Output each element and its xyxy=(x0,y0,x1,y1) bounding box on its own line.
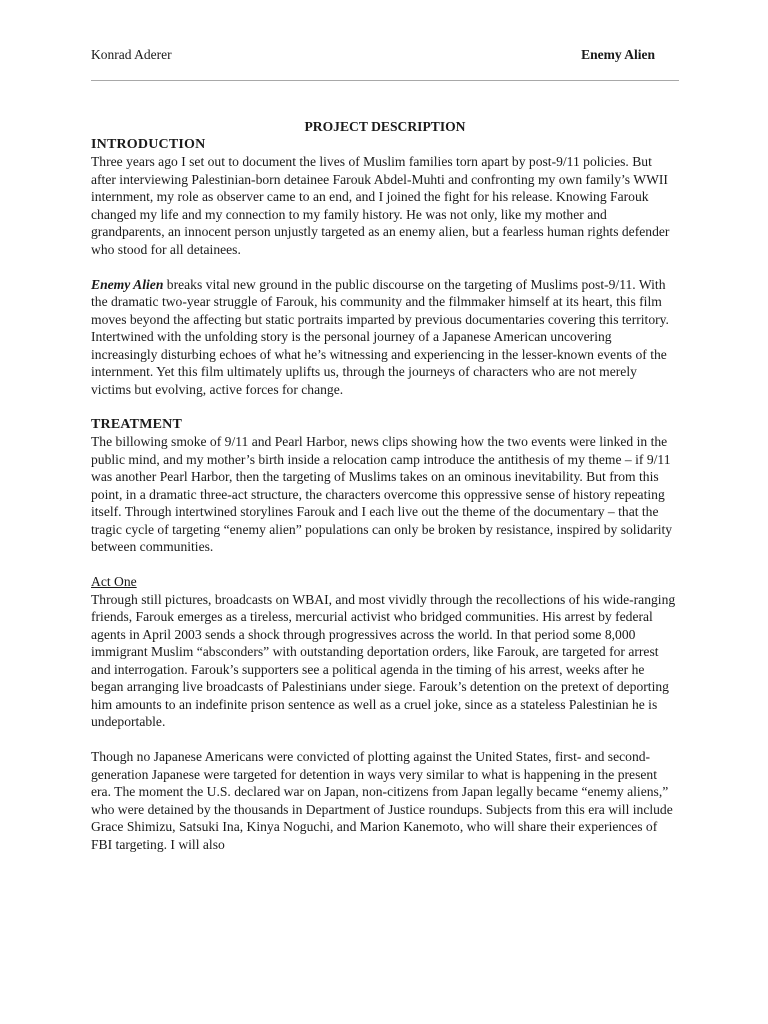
page-header xyxy=(91,46,655,64)
act-one-heading: Act One xyxy=(91,574,137,589)
film-title-emphasis: Enemy Alien xyxy=(91,276,164,292)
introduction-paragraph-1: Three years ago I set out to document the lives of Muslim families torn apart by post-9/11 policies. But after interviewing Palestinian-born detainee Farouk Abdel-Muhti and confronting my own family’s WWII internment, my role as observer came to an end, and I joined the fight for his release. Knowing Farouk changed my life and my connection to my family history. He was not only, like my mother and grandparents, an innocent person unjustly targeted as an enemy alien, but a fearless human rights defender who stood for all detainees. xyxy=(91,154,670,257)
treatment-heading: TREATMENT xyxy=(91,416,182,432)
paragraph-gap xyxy=(91,556,679,574)
treatment-paragraph: The billowing smoke of 9/11 and Pearl Harbor, news clips showing how the two events were linked in the public mind, and my mother’s birth inside a relocation camp introduce the antithesis of my theme – if 9/11 was another Pearl Harbor, then the targeting of Muslims takes on an ominous inevitability. But from this point, in a dramatic three-act structure, the characters overcome this oppressive sense of history repeating itself. Through intertwined storylines Farouk and I each live out the theme of the documentary – that the tragic cycle of targeting “enemy alien” populations can only be broken by resistance, inspired by solidarity between communities. xyxy=(91,434,673,554)
header-author: Konrad Aderer xyxy=(91,47,172,62)
paragraph-gap xyxy=(91,398,679,416)
project-description-heading: PROJECT DESCRIPTION xyxy=(304,119,466,134)
paragraph-gap xyxy=(91,731,679,749)
introduction-paragraph-2 xyxy=(91,276,679,399)
act-one-paragraph-1: Through still pictures, broadcasts on WBAI, and most vividly through the recollections of his wide-ranging friends, Farouk emerges as a tireless, mercurial activist who bridged communities. His arrest by federal agents in April 2003 sends a shock through progressives across the world. In that period some 8,000 immigrant Muslim “absconders” with outstanding deportation orders, like Farouk, are targeted for arrest and interrogation. Farouk’s supporters see a political agenda in the timing of his arrest, weeks after he began arranging live broadcasts of Palestinians under siege. Farouk’s detention on the pretext of deporting him amounts to an indefinite prison sentence as well as a cruel joke, since as a stateless Palestinian he is undeportable. xyxy=(91,591,676,729)
document-body xyxy=(91,118,679,853)
header-title: Enemy Alien xyxy=(581,47,655,62)
paragraph-gap xyxy=(91,258,679,276)
act-one-paragraph-2: Though no Japanese Americans were convicted of plotting against the United States, first- and second-generation Japanese were targeted for detention in ways very similar to what is happening in the present era. The moment the U.S. declared war on Japan, non-citizens from Japan legally became “enemy aliens,” who were detained by the thousands in Department of Justice roundups. Subjects from this era will include Grace Shimizu, Satsuki Ina, Kinya Noguchi, and Marion Kanemoto, who will share their experiences of FBI targeting. I will also xyxy=(91,749,673,852)
header-divider xyxy=(91,80,679,81)
introduction-paragraph-2-text: breaks vital new ground in the public discourse on the targeting of Muslims post-9/11. With the dramatic two-year struggle of Farouk, his community and the filmmaker himself at its heart, this film moves beyond the affecting but static portraits imparted by previous documentaries covering this territory. Intertwined with the unfolding story is the personal journey of a Japanese American uncovering increasingly disturbing echoes of what he’s witnessing and experiencing in the lesser-known events of the internment. Yet this film ultimately uplifts us, through the journeys of characters who are not merely victims but evolving, active forces for change. xyxy=(91,276,669,397)
introduction-heading: INTRODUCTION xyxy=(91,136,206,152)
